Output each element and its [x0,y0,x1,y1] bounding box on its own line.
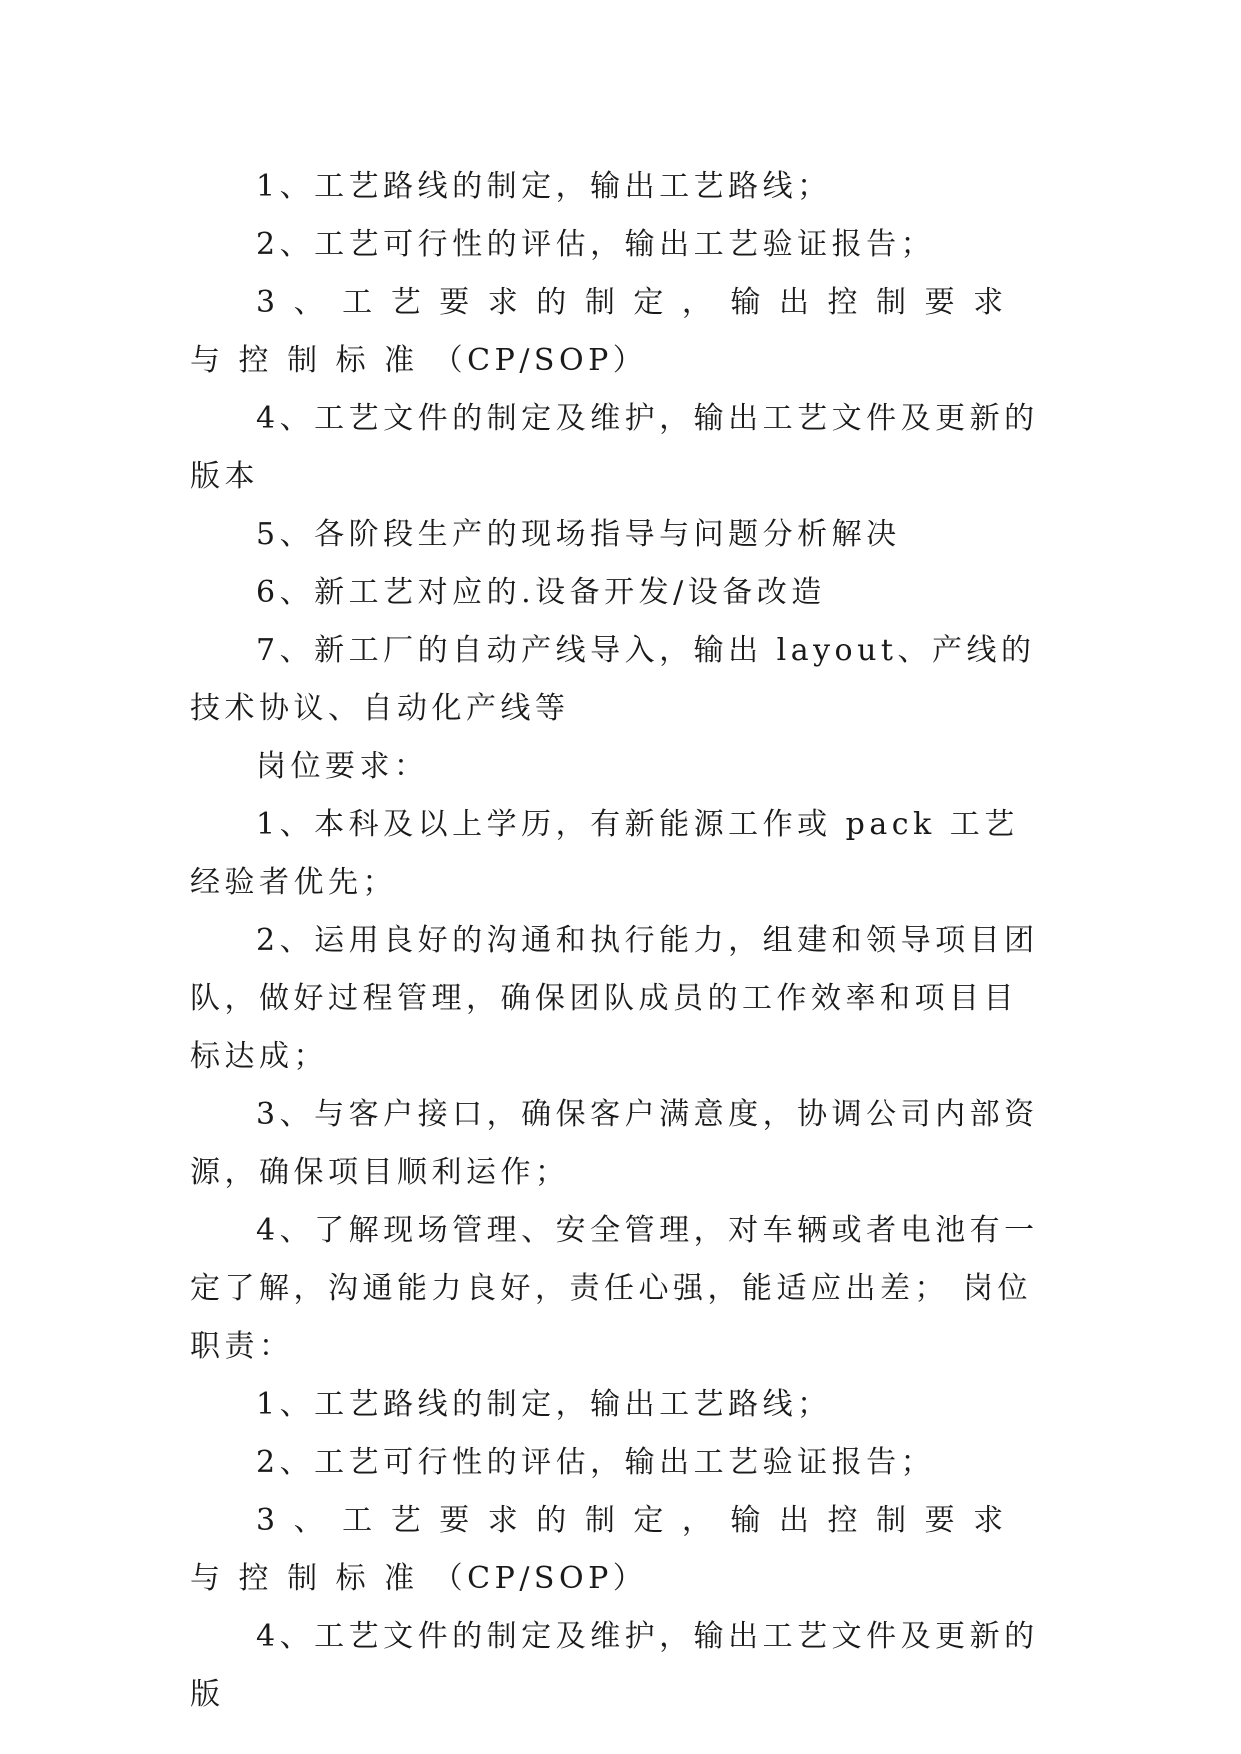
paragraph-16: 4、工艺文件的制定及维护，输出工艺文件及更新的版 [190,1619,1039,1712]
paragraph-5: 5、各阶段生产的现场指导与问题分析解决 [256,517,901,552]
paragraph-4: 4、工艺文件的制定及维护，输出工艺文件及更新的版本 [190,401,1039,494]
paragraph-11: 3、与客户接口，确保客户满意度，协调公司内部资源，确保项目顺利运作； [190,1097,1039,1190]
paragraph-12: 4、了解现场管理、安全管理，对车辆或者电池有一定了解，沟通能力良好，责任心强，能适应出差； 岗位职责： [190,1213,1039,1364]
paragraph-10: 2、运用良好的沟通和执行能力，组建和领导项目团队，做好过程管理，确保团队成员的工作效率和项目目标达成； [190,923,1039,1074]
paragraph-2: 2、工艺可行性的评估，输出工艺验证报告； [256,227,936,262]
paragraph-9: 1、本科及以上学历，有新能源工作或 pack 工艺经验者优先； [190,807,1019,900]
paragraph-7: 7、新工厂的自动产线导入，输出 layout、产线的技术协议、自动化产线等 [190,633,1036,726]
paragraph-6: 6、新工艺对应的.设备开发/设备改造 [256,575,826,610]
paragraph-14: 2、工艺可行性的评估，输出工艺验证报告； [256,1445,936,1480]
paragraph-1: 1、工艺路线的制定，输出工艺路线； [256,169,832,204]
section-heading-requirements: 岗位要求： [256,749,429,784]
paragraph-13: 1、工艺路线的制定，输出工艺路线； [256,1387,832,1422]
document-body [190,158,1050,1724]
paragraph-15: 3 、 工 艺 要 求 的 制 定 ， 输 出 控 制 要 求 与 控 制 标 准 （CP/SOP） [190,1503,1008,1596]
paragraph-3: 3 、 工 艺 要 求 的 制 定 ， 输 出 控 制 要 求 与 控 制 标 准 （CP/SOP） [190,285,1008,378]
